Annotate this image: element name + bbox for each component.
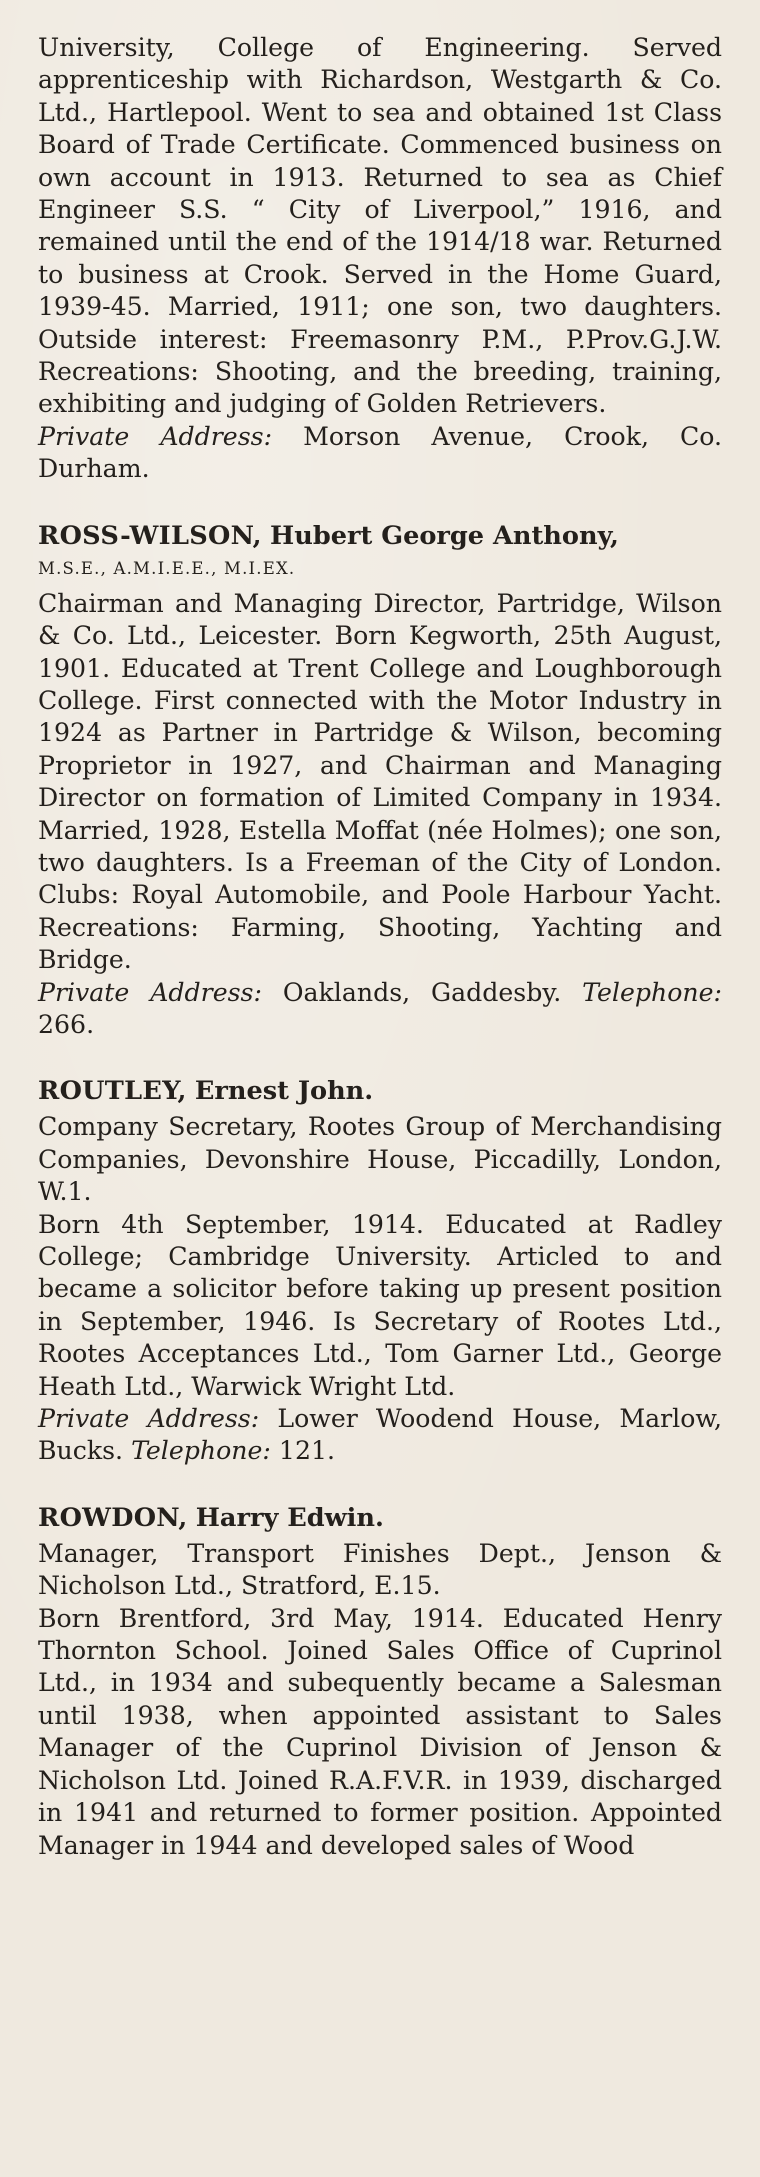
entry-address [38,1403,722,1468]
entry-routley [38,1075,722,1467]
address-text: Morson Avenue, Crook, Co. Durham. [38,421,722,484]
entry-heading [38,1502,722,1534]
entry-bio: Born Brentford, 3rd May, 1914. Educated Henry Thornton School. Joined Sales Office of Cuprinol Ltd., in 1934 and subequently became a Salesman until 1938, when appointed assistant to Sales Manager of the Cuprinol Division of Jenson & Nicholson Ltd. Joined R.A.F.V.R. in 1939, discharged in 1941 and returned to former position. Appointed Manager in 1944 and developed sales of Wood [38,1603,722,1860]
entry-given-names: Harry Edwin. [195,1502,384,1533]
entry-position: Company Secretary, Rootes Group of Merchandising Companies, Devonshire House, Piccadilly, London, W.1. [38,1112,722,1207]
continuation-address [38,421,722,486]
entry-bio: Chairman and Managing Director, Partridge, Wilson & Co. Ltd., Leicester. Born Kegworth, 25th August, 1901. Educated at Trent College and Loughborough College. First connected with the Motor Industry in 1924 as Partner in Partridge & Wilson, becoming Proprietor in 1927, and Chairman and Managing Director on formation of Limited Company in 1934. Married, 1928, Estella Moffat (née Holmes); one son, two daughters. Is a Freeman of the City of London. Clubs: Royal Automobile, and Poole Harbour Yacht. Recreations: Farming, Shooting, Yachting and Bridge. [38,588,722,975]
entry-given-names: Ernest John. [194,1076,374,1107]
telephone-number: 121. [278,1436,336,1466]
entry-address [38,977,722,1042]
entry-qualifications: M.S.E., A.M.I.E.E., M.I.EX. [38,558,296,578]
entry-surname: ROWDON, [38,1502,188,1533]
entry-position: Manager, Transport Finishes Dept., Jenson & Nicholson Ltd., Stratford, E.15. [38,1538,722,1601]
address-text: Lower Woodend House, Marlow, Bucks. [38,1404,722,1466]
telephone-label: Telephone: [131,1436,271,1466]
continuation-bio: University, College of Engineering. Served apprenticeship with Richardson, Westgarth & Co. Ltd., Hartlepool. Went to sea and obtained 1st Class Board of Trade Certificate. Commenced business on own account in 1913. Returned to sea as Chief Engineer S.S. “ City of Liverpool,” 1916, and remained until the end of the 1914/18 war. Returned to business at Crook. Served in the Home Guard, 1939-45. Married, 1911; one son, two daughters. Outside interest: Freemasonry P.M., P.Prov.G.J.W. Recreations: Shooting, and the breeding, training, exhibiting and judging of Golden Retrievers. [38,33,722,419]
entry-bio: Born 4th September, 1914. Educated at Radley College; Cambridge University. Articled to and became a solicitor before taking up present position in September, 1946. Is Secretary of Rootes Ltd., Rootes Acceptances Ltd., Tom Garner Ltd., George Heath Ltd., Warwick Wright Ltd. [38,1209,722,1401]
entry-surname: ROUTLEY, [38,1076,187,1107]
entry-ross-wilson [38,520,722,1042]
address-label: Private Address: [38,421,273,451]
entry-surname: ROSS-WILSON, [38,520,262,551]
telephone-number: 266. [38,1009,95,1039]
telephone-label: Telephone: [582,977,722,1007]
entry-rowdon [38,1502,722,1862]
address-label: Private Address: [38,1404,260,1434]
address-text: Oaklands, Gaddesby. [282,977,562,1007]
entry-given-names: Hubert George Anthony, [270,520,619,551]
entry-heading [38,1075,722,1107]
address-label: Private Address: [38,977,262,1007]
entry-heading [38,520,722,552]
entry-continuation [38,32,722,486]
